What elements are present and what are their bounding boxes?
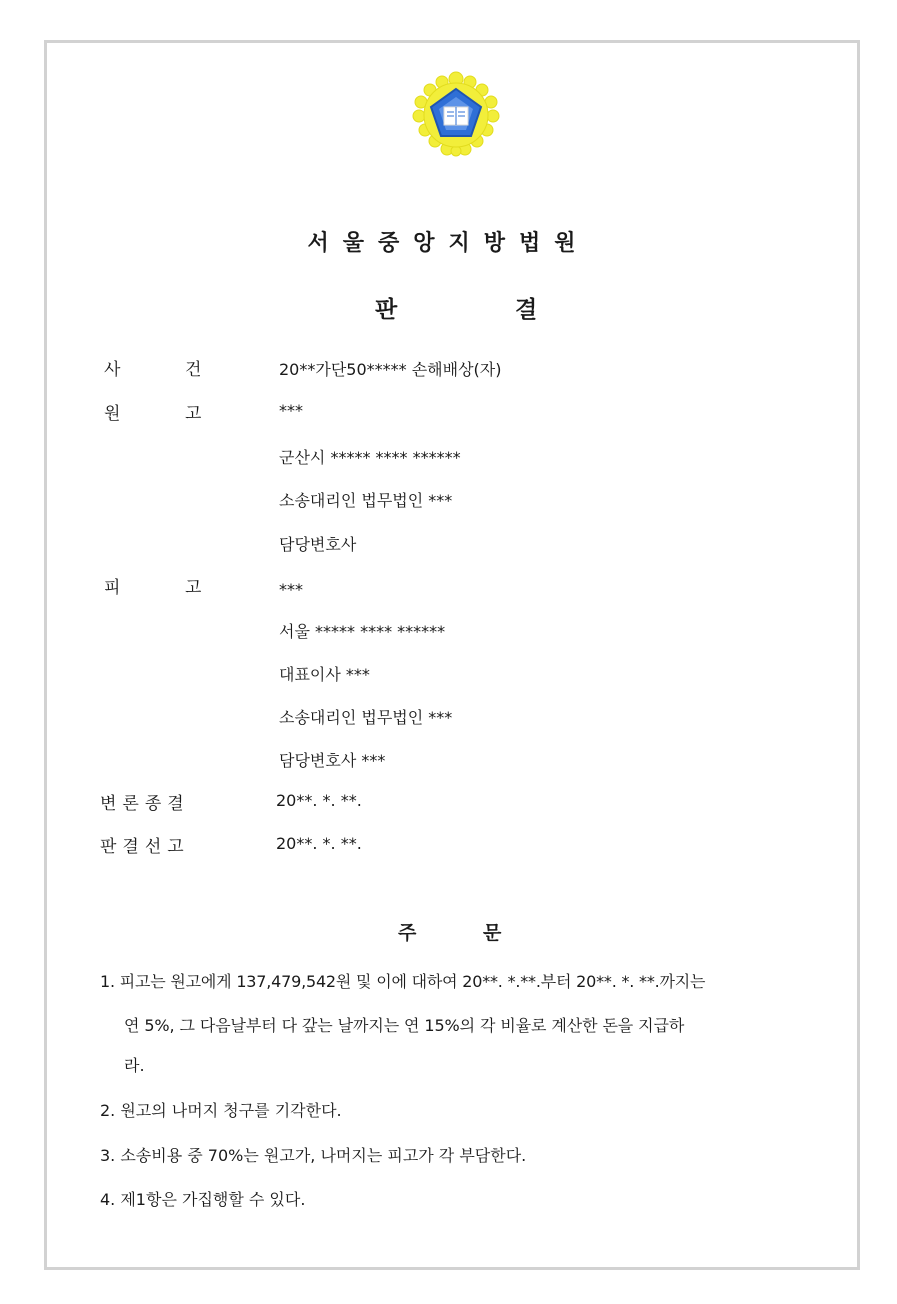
case-number: 20**가단50***** 손해배상(자) [279, 360, 502, 379]
defendant-attorney-firm: 소송대리인 법무법인 *** [279, 708, 453, 727]
order-heading-left: 주 [398, 922, 417, 944]
order-item-3: 3. 소송비용 중 70%는 원고가, 나머지는 피고가 각 부담한다. [100, 1146, 527, 1165]
defendant-address: 서울 ***** **** ****** [279, 622, 446, 641]
order-item-1: 1. 피고는 원고에게 137,479,542원 및 이에 대하여 20**. *.**.부터 20**. *. **.까지는 [100, 972, 706, 991]
document-title-left: 판 [375, 296, 398, 323]
plaintiff-attorney-firm: 소송대리인 법무법인 *** [279, 491, 453, 510]
plaintiff-label-1: 원 [104, 404, 121, 424]
ruling-label: 판결선고 [100, 837, 190, 857]
case-label-2: 건 [185, 360, 202, 380]
order-item-1-cont: 연 5%, 그 다음날부터 다 갚는 날까지는 연 15%의 각 비율로 계산한 돈을 지급하 [124, 1016, 685, 1035]
document-title-right: 결 [515, 296, 538, 323]
case-label-1: 사 [104, 360, 121, 380]
plaintiff-label-2: 고 [185, 404, 202, 424]
closing-date: 20**. *. **. [276, 791, 362, 810]
defendant-attorney: 담당변호사 *** [279, 751, 386, 770]
defendant-label-2: 고 [185, 578, 202, 598]
order-item-2: 2. 원고의 나머지 청구를 기각한다. [100, 1101, 342, 1120]
ruling-date: 20**. *. **. [276, 834, 362, 853]
plaintiff-attorney: 담당변호사 [279, 535, 357, 554]
document-page [44, 40, 860, 1270]
defendant-representative: 대표이사 *** [279, 665, 370, 684]
court-name: 서울중앙지방법원 [307, 230, 590, 256]
plaintiff-name: *** [279, 401, 303, 420]
defendant-name: *** [279, 580, 303, 599]
court-emblem-icon [409, 70, 503, 158]
order-item-1-end: 라. [124, 1056, 145, 1075]
defendant-label-1: 피 [104, 578, 121, 598]
closing-label: 변론종결 [100, 794, 190, 814]
order-heading-right: 문 [483, 922, 502, 944]
order-item-4: 4. 제1항은 가집행할 수 있다. [100, 1190, 306, 1209]
plaintiff-address: 군산시 ***** **** ****** [279, 448, 461, 467]
